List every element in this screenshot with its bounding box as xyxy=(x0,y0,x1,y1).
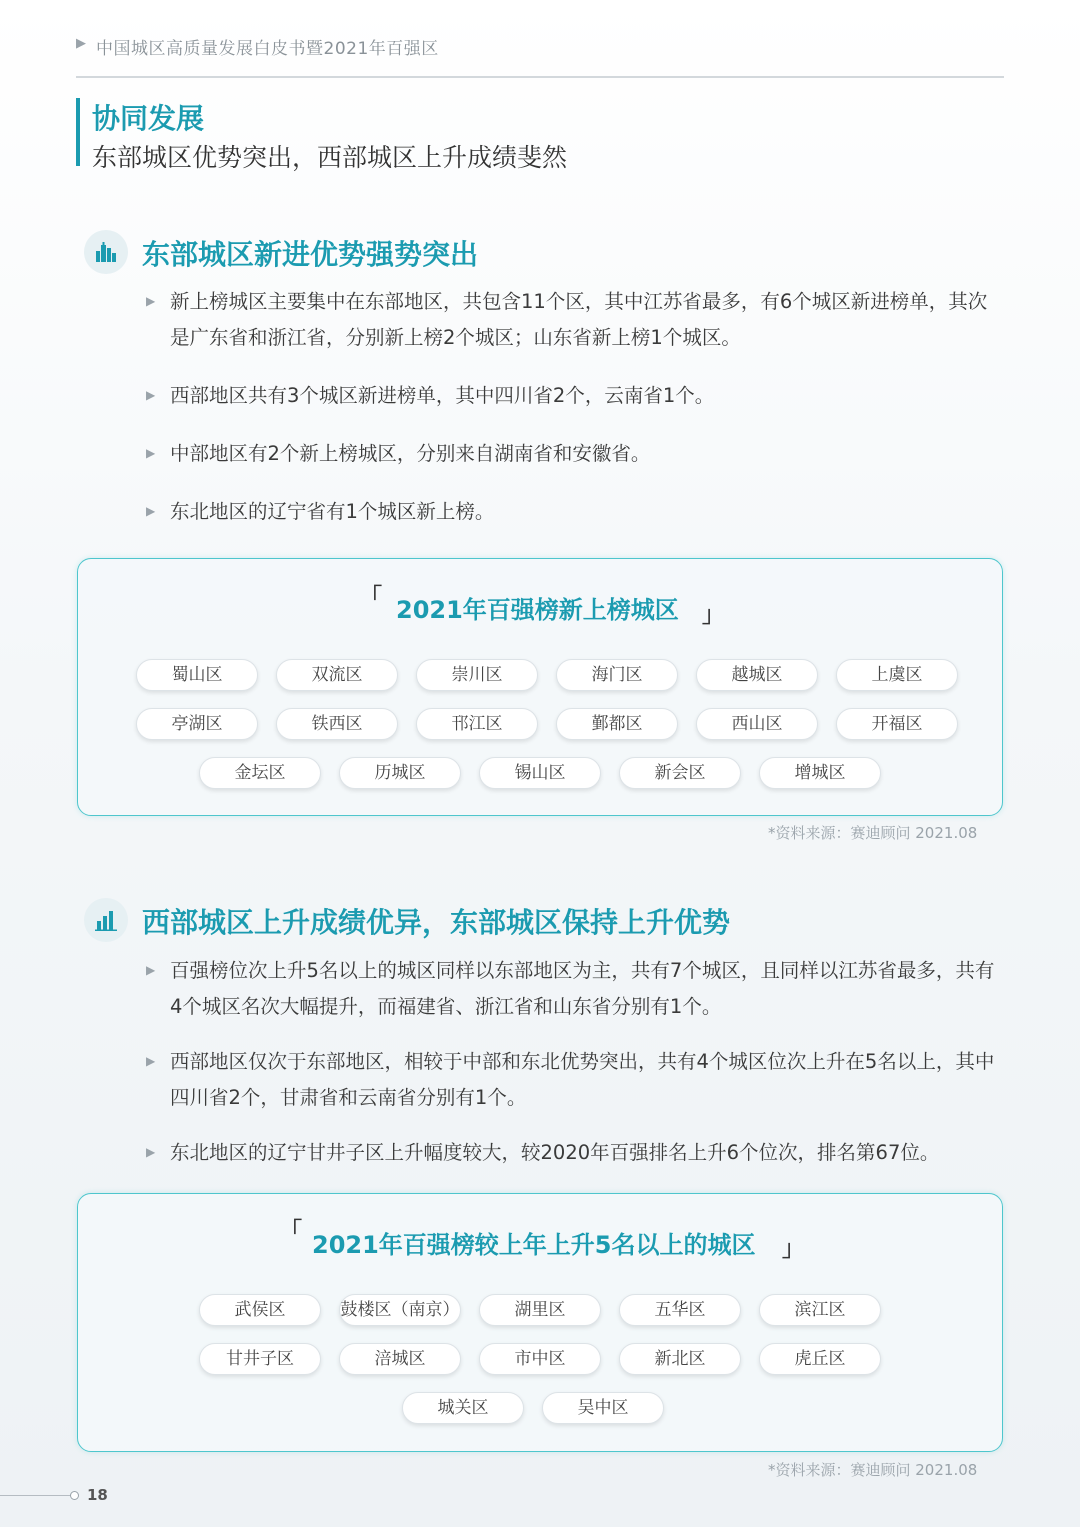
district-pill: 甘井子区 xyxy=(199,1343,321,1375)
district-pill: 邗江区 xyxy=(416,708,538,740)
district-pill: 开福区 xyxy=(836,708,958,740)
district-pill: 新会区 xyxy=(619,757,741,789)
district-pill: 涪城区 xyxy=(339,1343,461,1375)
district-pill: 湖里区 xyxy=(479,1294,601,1326)
part2-bullet-text: 东北地区的辽宁甘井子区上升幅度较大，较2020年百强排名上升6个位次，排名第67位。 xyxy=(170,1141,940,1164)
rising-districts-title: 2021年百强榜较上年上升5名以上的城区 xyxy=(312,1231,756,1259)
district-pill: 金坛区 xyxy=(199,757,321,789)
bullet-arrow-icon: ▶ xyxy=(146,294,156,308)
district-pill: 双流区 xyxy=(276,659,398,691)
bar-chart-icon xyxy=(84,898,128,942)
district-pill: 滨江区 xyxy=(759,1294,881,1326)
part1-source-note: *资料来源：赛迪顾问 2021.08 xyxy=(768,824,978,842)
part1-bullet-text: 新上榜城区主要集中在东部地区，共包含11个区，其中江苏省最多，有6个城区新进榜单，其次是广东省和浙江省，分别新上榜2个城区；山东省新上榜1个城区。 xyxy=(170,290,988,349)
part1-bullet-text: 西部地区共有3个城区新进榜单，其中四川省2个，云南省1个。 xyxy=(170,384,715,407)
district-pill: 崇川区 xyxy=(416,659,538,691)
district-pill: 西山区 xyxy=(696,708,818,740)
part2-bullet-text: 百强榜位次上升5名以上的城区同样以东部地区为主，共有7个城区，且同样以江苏省最多，共有4个城区名次大幅提升，而福建省、浙江省和山东省分别有1个。 xyxy=(170,959,995,1018)
part2-bullet-text: 西部地区仅次于东部地区，相较于中部和东北优势突出，共有4个城区位次上升在5名以上，其中四川省2个，甘肃省和云南省分别有1个。 xyxy=(170,1050,995,1109)
page-number: 18 xyxy=(87,1486,108,1504)
district-pill: 鼓楼区（南京） xyxy=(339,1294,461,1326)
header-arrow-icon: ▶ xyxy=(76,36,86,51)
part2-source-note: *资料来源：赛迪顾问 2021.08 xyxy=(768,1461,978,1479)
district-pill: 海门区 xyxy=(556,659,678,691)
district-pill: 上虞区 xyxy=(836,659,958,691)
title-bracket-open: 「 xyxy=(280,1219,303,1244)
section-accent-bar xyxy=(76,98,80,166)
header-title: 中国城区高质量发展白皮书暨2021年百强区 xyxy=(96,39,439,59)
district-pill: 锡山区 xyxy=(479,757,601,789)
footer-line xyxy=(0,1495,71,1496)
part1-heading: 东部城区新进优势强势突出 xyxy=(142,238,479,271)
bullet-arrow-icon: ▶ xyxy=(146,388,156,402)
district-pill: 城关区 xyxy=(402,1392,524,1424)
district-pill: 市中区 xyxy=(479,1343,601,1375)
bullet-arrow-icon: ▶ xyxy=(146,446,156,460)
header-divider xyxy=(76,76,1004,78)
bullet-arrow-icon: ▶ xyxy=(146,963,156,977)
city-buildings-icon xyxy=(84,230,128,274)
district-pill: 鄞都区 xyxy=(556,708,678,740)
title-bracket-close: 」 xyxy=(702,603,725,628)
section-subtitle: 东部城区优势突出，西部城区上升成绩斐然 xyxy=(92,143,568,172)
part2-heading: 西部城区上升成绩优异，东部城区保持上升优势 xyxy=(142,906,731,939)
district-pill: 新北区 xyxy=(619,1343,741,1375)
district-pill: 亭湖区 xyxy=(136,708,258,740)
district-pill: 武侯区 xyxy=(199,1294,321,1326)
title-bracket-open: 「 xyxy=(360,585,383,610)
district-pill: 吴中区 xyxy=(542,1392,664,1424)
district-pill: 五华区 xyxy=(619,1294,741,1326)
section-title: 协同发展 xyxy=(92,102,205,135)
new-districts-title: 2021年百强榜新上榜城区 xyxy=(396,596,679,624)
part1-bullet-text: 东北地区的辽宁省有1个城区新上榜。 xyxy=(170,500,495,523)
district-pill: 蜀山区 xyxy=(136,659,258,691)
district-pill: 历城区 xyxy=(339,757,461,789)
footer-dot xyxy=(70,1491,79,1500)
district-pill: 虎丘区 xyxy=(759,1343,881,1375)
district-pill: 越城区 xyxy=(696,659,818,691)
district-pill: 增城区 xyxy=(759,757,881,789)
district-pill: 铁西区 xyxy=(276,708,398,740)
bullet-arrow-icon: ▶ xyxy=(146,1145,156,1159)
title-bracket-close: 」 xyxy=(782,1237,805,1262)
bullet-arrow-icon: ▶ xyxy=(146,504,156,518)
part1-bullet-text: 中部地区有2个新上榜城区，分别来自湖南省和安徽省。 xyxy=(170,442,651,465)
bullet-arrow-icon: ▶ xyxy=(146,1054,156,1068)
